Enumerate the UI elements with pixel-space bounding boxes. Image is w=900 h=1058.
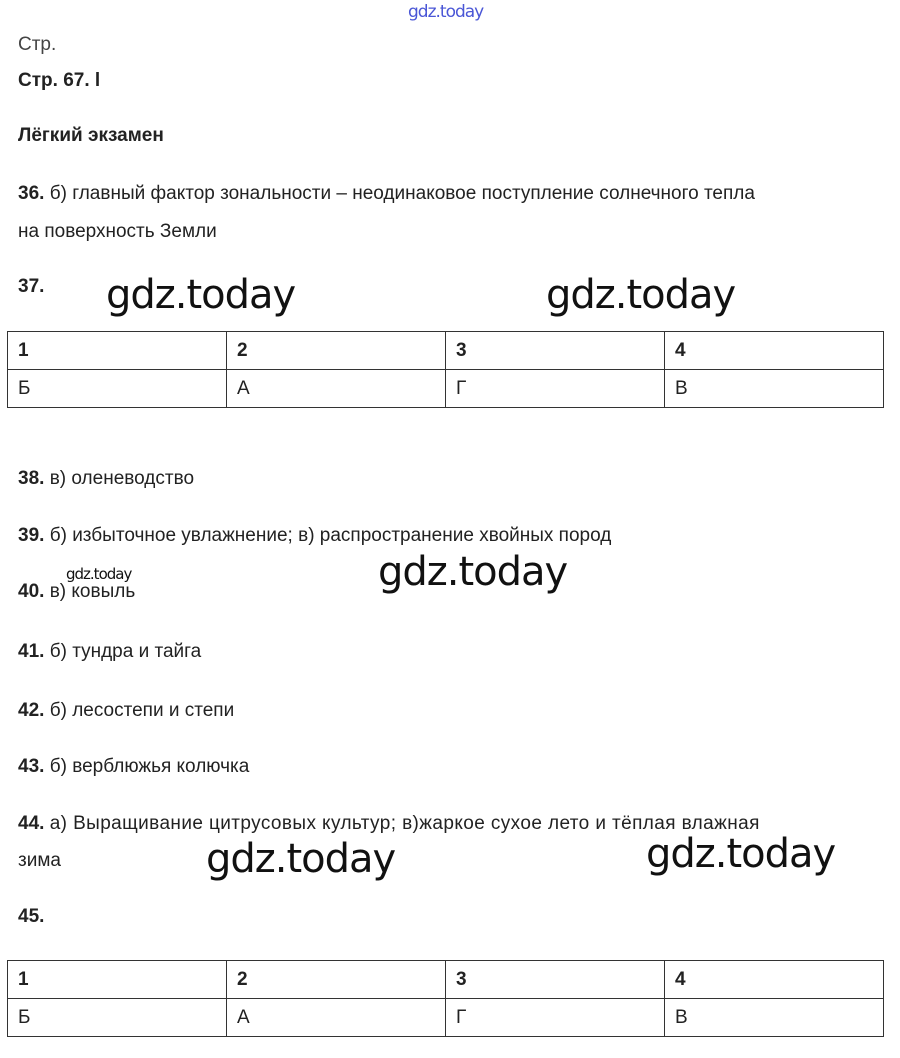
question-number: 40. (18, 581, 45, 602)
answer-table-37 (7, 331, 884, 408)
watermark-top: gdz.today (408, 2, 484, 22)
section-heading: Лёгкий экзамен (18, 125, 164, 146)
question-37: 37. (18, 276, 45, 297)
table-row (8, 999, 884, 1037)
answer-text: а) Выращивание цитрусовых культур; в)жаркое сухое лето и тёплая влажная (49, 813, 760, 834)
answer-text: в) оленеводство (49, 468, 195, 489)
question-number: 39. (18, 525, 45, 546)
table-cell: 4 (665, 961, 884, 999)
answer-text: в) ковыль (49, 581, 136, 602)
answer-text: б) лесостепи и степи (49, 700, 235, 721)
table-cell: Г (446, 370, 665, 408)
table-cell: А (227, 999, 446, 1037)
question-40 (18, 573, 135, 611)
watermark: gdz.today (106, 272, 296, 318)
watermark-small: gdz.today (66, 565, 132, 583)
page-label: Стр. 67. l (18, 70, 101, 91)
question-number: 38. (18, 468, 45, 489)
answer-text: б) избыточное увлажнение; в) распространение хвойных пород (49, 525, 612, 546)
table-cell: 2 (227, 961, 446, 999)
answer-text: б) верблюжья колючка (49, 756, 250, 777)
table-header-row (8, 332, 884, 370)
question-43 (18, 748, 249, 786)
table-cell: Г (446, 999, 665, 1037)
table-cell: В (665, 370, 884, 408)
question-44-continued: зима (18, 850, 61, 871)
question-42 (18, 692, 234, 730)
table-cell: 1 (8, 332, 227, 370)
watermark: gdz.today (206, 836, 396, 882)
question-36 (18, 175, 755, 213)
question-number: 44. (18, 813, 45, 834)
watermark: gdz.today (646, 831, 836, 877)
question-number: 43. (18, 756, 45, 777)
question-number: 41. (18, 641, 45, 662)
table-cell: 1 (8, 961, 227, 999)
table-cell: 4 (665, 332, 884, 370)
table-cell: 2 (227, 332, 446, 370)
table-cell: В (665, 999, 884, 1037)
table-row (8, 370, 884, 408)
table-header-row (8, 961, 884, 999)
answer-text: б) главный фактор зональности – неодинаковое поступление солнечного тепла (49, 183, 755, 204)
question-36-continued: на поверхность Земли (18, 221, 217, 242)
table-cell: Б (8, 999, 227, 1037)
question-45: 45. (18, 906, 45, 927)
watermark: gdz.today (378, 549, 568, 595)
table-cell: Б (8, 370, 227, 408)
table-cell: 3 (446, 332, 665, 370)
question-number: 36. (18, 183, 45, 204)
question-number: 42. (18, 700, 45, 721)
answer-text: б) тундра и тайга (49, 641, 202, 662)
table-cell: 3 (446, 961, 665, 999)
cut-off-text: Стр. (18, 34, 57, 55)
table-cell: А (227, 370, 446, 408)
question-41 (18, 633, 201, 671)
answer-table-45 (7, 960, 884, 1037)
question-38 (18, 460, 194, 498)
watermark: gdz.today (546, 272, 736, 318)
